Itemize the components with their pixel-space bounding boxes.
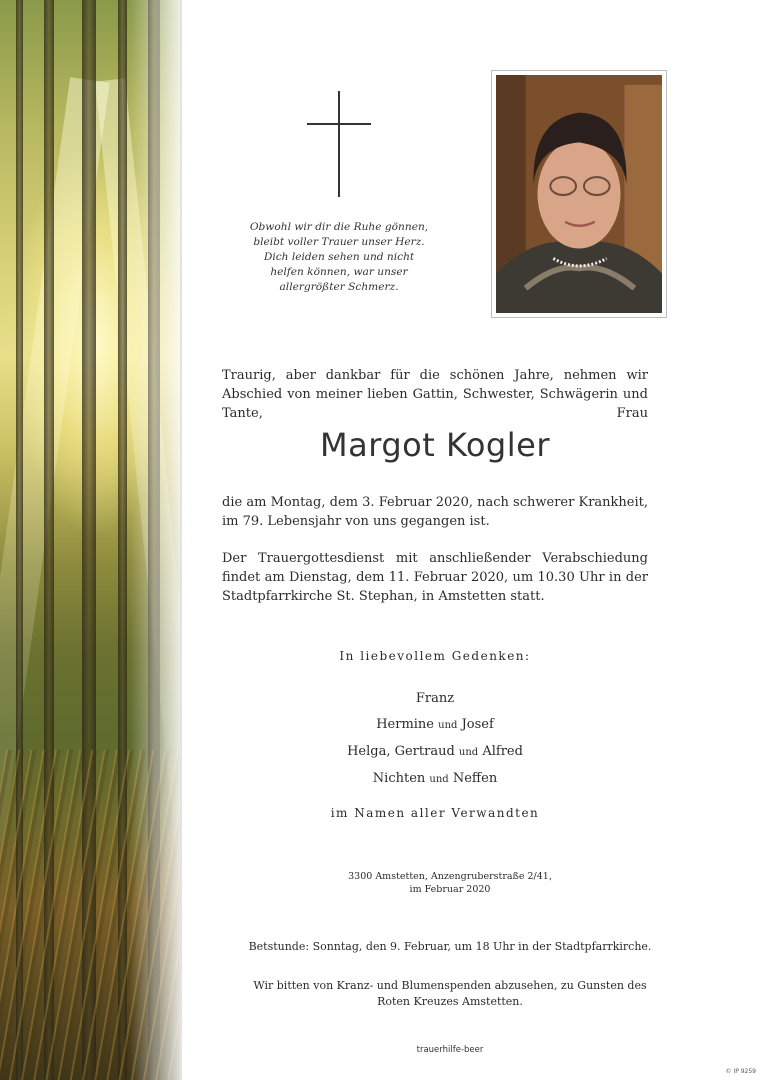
deceased-name: Margot Kogler [320,426,550,464]
family-name: Nichten [372,771,426,786]
donation-line: Roten Kreuzes Amstetten. [377,995,523,1008]
death-notice: die am Montag, dem 3. Februar 2020, nach schwerer Krankheit, im 79. Lebensjahr von uns gegangen ist. [222,495,648,529]
donation-notice [222,978,678,1010]
family-list [222,686,648,793]
address-date: im Februar 2020 [409,884,491,895]
divider-line [180,0,182,1080]
family-und: und [438,720,458,731]
cross-icon [338,91,340,197]
donation-line: Wir bitten von Kranz- und Blumenspenden abzusehen, zu Gunsten des [253,979,647,992]
family-name: Franz [415,691,455,706]
intro-text: Traurig, aber dankbar für die schönen Jahre, nehmen wir Abschied von meiner lieben Gattin, Schwester, Schwägerin und Tante, Frau [222,368,648,421]
prayer-hour-notice: Betstunde: Sonntag, den 9. Februar, um 18 Uhr in der Stadtpfarrkirche. [248,940,652,953]
portrait-photo [496,75,662,313]
print-code: © IP 9259 [725,1068,756,1075]
relatives-line: im Namen aller Verwandten [330,806,540,820]
publisher-footer: trauerhilfe-beer [416,1045,484,1055]
service-notice: Der Trauergottesdienst mit anschließender Verabschiedung findet am Dienstag, dem 11. Februar 2020, um 10.30 Uhr in der Stadtpfarrkirche St. Stephan, in Amstetten statt. [222,551,648,604]
family-row [222,712,648,739]
portrait-frame [491,70,667,318]
family-row [222,766,648,793]
family-row [222,739,648,766]
family-row [222,686,648,712]
poem: Obwohl wir dir die Ruhe gönnen, bleibt voller Trauer unser Herz. Dich leiden sehen und nicht helfen können, war unser allergrößter Schmerz. [249,221,429,293]
cross-icon-bar [307,123,371,125]
family-name: Josef [461,717,494,732]
family-und: und [429,774,449,785]
family-name: Alfred [482,744,523,759]
family-name: Hermine [376,717,434,732]
family-name: Helga, Gertraud [347,744,455,759]
address-line: 3300 Amstetten, Anzengruberstraße 2/41, [348,871,552,882]
address [222,870,678,896]
memory-heading: In liebevollem Gedenken: [339,649,531,663]
family-und: und [458,747,479,758]
family-name: Neffen [452,771,498,786]
